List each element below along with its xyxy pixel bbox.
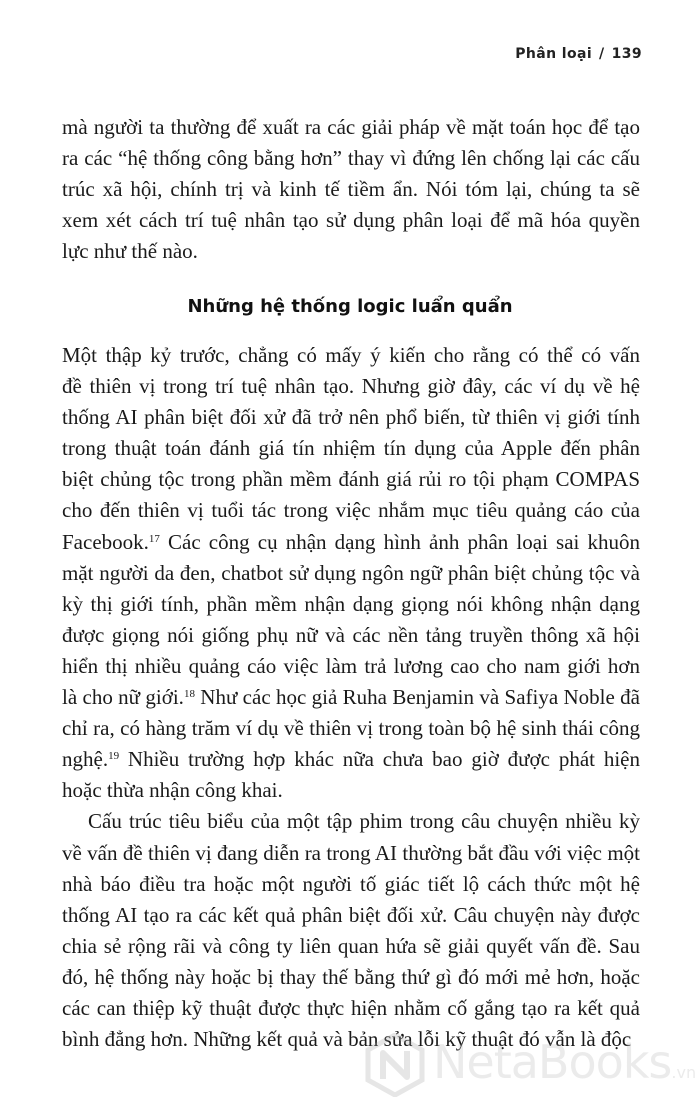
text-line: nhà báo điều tra hoặc một người tố giác tiết lộ cách thức một hệ xyxy=(62,871,640,896)
text-line: Một thập kỷ trước, chẳng có mấy ý kiến cho rằng có thể có vấn xyxy=(62,343,640,367)
paragraph-2 xyxy=(62,806,640,1055)
watermark-suffix: .vn xyxy=(671,1063,697,1082)
text-line: ra các “hệ thống công bằng hơn” thay vì đứng lên chống lại các cấu xyxy=(62,146,640,171)
text-line: được giọng nói giống phụ nữ và các nền tảng truyền thông xã hội xyxy=(62,622,640,647)
text-line: xem xét cách trí tuệ nhân tạo sử dụng phân loại để mã hóa quyền xyxy=(62,208,640,233)
footnote-ref: 17 xyxy=(148,532,160,545)
page-number: 139 xyxy=(611,46,642,62)
footnote-ref: 18 xyxy=(183,688,195,701)
text-line: đó, hệ thống này hoặc bị thay thế bằng thứ gì đó mới mẻ hơn, hoặc xyxy=(62,964,640,989)
section-heading: Những hệ thống logic luẩn quẩn xyxy=(187,296,513,317)
text-line: đề thiên vị trong trí tuệ nhân tạo. Nhưng giờ đây, các ví dụ về hệ xyxy=(62,374,640,399)
text-line: thống AI tạo ra các kết quả phân biệt đối xử. Câu chuyện này được xyxy=(62,902,640,927)
text-line: hoặc thừa nhận công khai. xyxy=(62,778,283,803)
text-line: mặt người da đen, chatbot sử dụng ngôn ngữ phân biệt chủng tộc và xyxy=(62,560,640,585)
paragraph-1 xyxy=(62,340,640,806)
text-line: nghệ.$^{19}$ Nhiều trường hợp khác nữa chưa bao giờ được phát hiện xyxy=(62,747,640,772)
text-line: các can thiệp kỹ thuật được thực hiện nhằm cố gắng tạo ra kết quả xyxy=(62,995,640,1020)
text-line: kỳ thị giới tính, phần mềm nhận dạng giọng nói không nhận dạng xyxy=(62,591,640,616)
text-line: mà người ta thường để xuất ra các giải pháp về mặt toán học để tạo xyxy=(62,115,640,139)
netabooks-logo-icon xyxy=(365,1033,425,1097)
text-line: hiển thị nhiều quảng cáo việc làm trả lương cao cho nam giới hơn xyxy=(62,653,640,678)
text-line: chỉ ra, có hàng trăm ví dụ về thiên vị trong toàn bộ hệ sinh thái công xyxy=(62,716,640,741)
text-line: thống AI phân biệt đối xử đã trở nên phổ biến, từ thiên vị giới tính xyxy=(62,405,640,430)
text-line: bình đẳng hơn. Những kết quả và bản sửa lỗi kỹ thuật đó vẫn là độc xyxy=(62,1027,632,1052)
text-line: lực như thế nào. xyxy=(62,239,198,264)
text-line: Facebook.$^{17}$ Các công cụ nhận dạng hình ảnh phân loại sai khuôn xyxy=(62,529,640,554)
header-separator: / xyxy=(599,46,605,62)
text-line: chia sẻ rộng rãi và công ty liên quan hứa sẽ giải quyết vấn đề. Sau xyxy=(62,933,640,958)
footnote-ref: 19 xyxy=(108,750,120,763)
text-line: trong thuật toán đánh giá tín nhiệm tín dụng của Apple đến phân xyxy=(62,436,640,461)
text-line: Cấu trúc tiêu biểu của một tập phim trong câu chuyện nhiều kỳ xyxy=(88,809,640,834)
running-header xyxy=(515,46,642,62)
running-title: Phân loại xyxy=(515,46,593,62)
text-line: biệt chủng tộc trong phần mềm đánh giá rủi ro tội phạm COMPAS xyxy=(62,467,640,492)
text-line: trúc xã hội, chính trị và kinh tế tiềm ẩn. Nói tóm lại, chúng ta sẽ xyxy=(62,177,640,202)
watermark-text xyxy=(433,1035,696,1089)
netabooks-watermark xyxy=(365,1025,695,1105)
watermark-brand: NetaBooks xyxy=(433,1035,672,1089)
text-line: về vấn đề thiên vị đang diễn ra trong AI thường bắt đầu với việc một xyxy=(62,840,640,865)
intro-paragraph xyxy=(62,112,640,267)
text-line: là cho nữ giới.$^{18}$ Như các học giả Ruha Benjamin và Safiya Noble đã xyxy=(62,685,640,710)
body-text xyxy=(62,340,640,1055)
text-line: cho đến thiên vị tuổi tác trong việc nhắm mục tiêu quảng cáo của xyxy=(62,498,640,523)
